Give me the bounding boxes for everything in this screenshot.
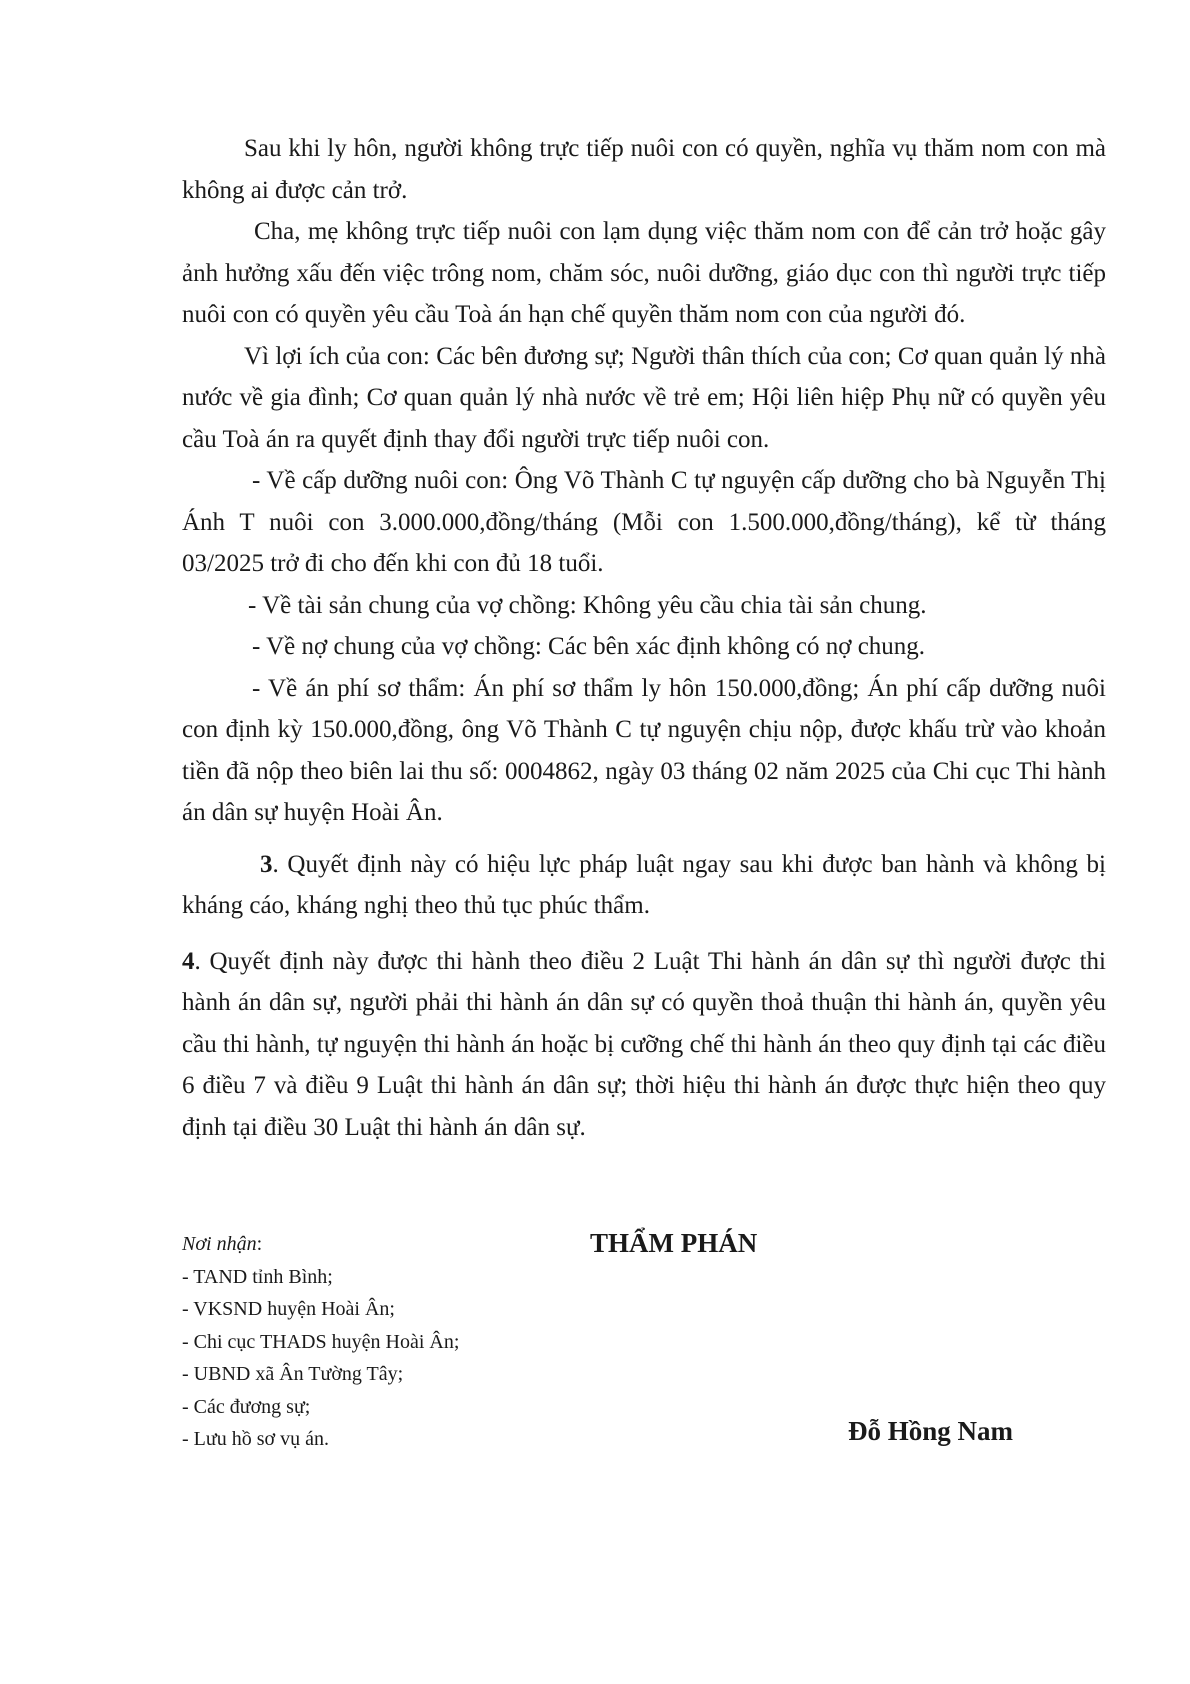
section-3-text: . Quyết định này có hiệu lực pháp luật ngay sau khi được ban hành và không bị kháng cáo, kháng nghị theo thủ tục phúc thẩm. [182,850,1106,919]
section-4-text: . Quyết định này được thi hành theo điều 2 Luật Thi hành án dân sự thì người được thi hành án dân sự, người phải thi hành án dân sự có quyền thoả thuận thi hành án, quyền yêu cầu thi hành, tự nguyện thi hành án hoặc bị cưỡng chế thi hành án theo quy định tại các điều 6 điều 7 và điều 9 Luật thi hành án dân sự; thời hiệu thi hành án được thực hiện theo quy định tại điều 30 Luật thi hành án dân sự. [182,947,1106,1141]
paragraph-visitation-rights: Sau khi ly hôn, người không trực tiếp nuôi con có quyền, nghĩa vụ thăm nom con mà không ai được cản trở. [182,135,1106,204]
paragraph-common-debt: - Về nợ chung của vợ chồng: Các bên xác định không có nợ chung. [252,633,926,660]
paragraph-court-fees: - Về án phí sơ thẩm: Án phí sơ thẩm ly hôn 150.000,đồng; Án phí cấp dưỡng nuôi con định kỳ 150.000,đồng, ông Võ Thành C tự nguyện chịu nộp, được khấu trừ vào khoản tiền đã nộp theo biên lai thu số: 0004862, ngày 03 tháng 02 năm 2025 của Chi cục Thi hành án dân sự huyện Hoài Ân. [182,674,1106,826]
recipients-heading-line [182,1228,602,1261]
judge-title: THẨM PHÁN [590,1228,758,1258]
recipient-item: - UBND xã Ân Tường Tây; [182,1363,404,1385]
paragraph-common-property: - Về tài sản chung của vợ chồng: Không yêu cầu chia tài sản chung. [248,591,927,619]
recipient-item: - Lưu hồ sơ vụ án. [182,1428,329,1450]
paragraph-change-custodian: Vì lợi ích của con: Các bên đương sự; Người thân thích của con; Cơ quan quản lý nhà nước về gia đình; Cơ quan quản lý nhà nước về trẻ em; Hội liên hiệp Phụ nữ có quyền yêu cầu Toà án ra quyết định thay đổi người trực tiếp nuôi con. [182,342,1106,453]
recipient-item: - TAND tỉnh Bình; [182,1265,333,1288]
recipient-item: - VKSND huyện Hoài Ân; [182,1298,395,1320]
paragraph-visitation-restriction: Cha, mẹ không trực tiếp nuôi con lạm dụng việc thăm nom con để cản trở hoặc gây ảnh hưởng xấu đến việc trông nom, chăm sóc, nuôi dưỡng, giáo dục con thì người trực tiếp nuôi con có quyền yêu cầu Toà án hạn chế quyền thăm nom con của người đó. [182,218,1106,328]
paragraph-child-support: - Về cấp dưỡng nuôi con: Ông Võ Thành C tự nguyện cấp dưỡng cho bà Nguyễn Thị Ánh T nuôi con 3.000.000,đồng/tháng (Mỗi con 1.500.000,đồng/tháng), kể từ tháng 03/2025 trở đi cho đến khi con đủ 18 tuổi. [182,467,1106,577]
judge-name: Đỗ Hồng Nam [848,1416,1014,1446]
section-4-paragraph [182,941,1106,1149]
recipient-item: - Các đương sự; [182,1395,311,1418]
recipients-list [182,1261,602,1456]
recipient-item: - Chi cục THADS huyện Hoài Ân; [182,1330,460,1353]
section-3-number: 3 [260,850,273,878]
recipients-block [182,1228,602,1456]
recipients-heading-colon: : [256,1233,263,1255]
section-3-paragraph [182,844,1106,927]
recipients-heading: Nơi nhận [182,1233,257,1255]
decision-body [182,128,1106,1148]
section-4-number: 4 [182,947,195,975]
